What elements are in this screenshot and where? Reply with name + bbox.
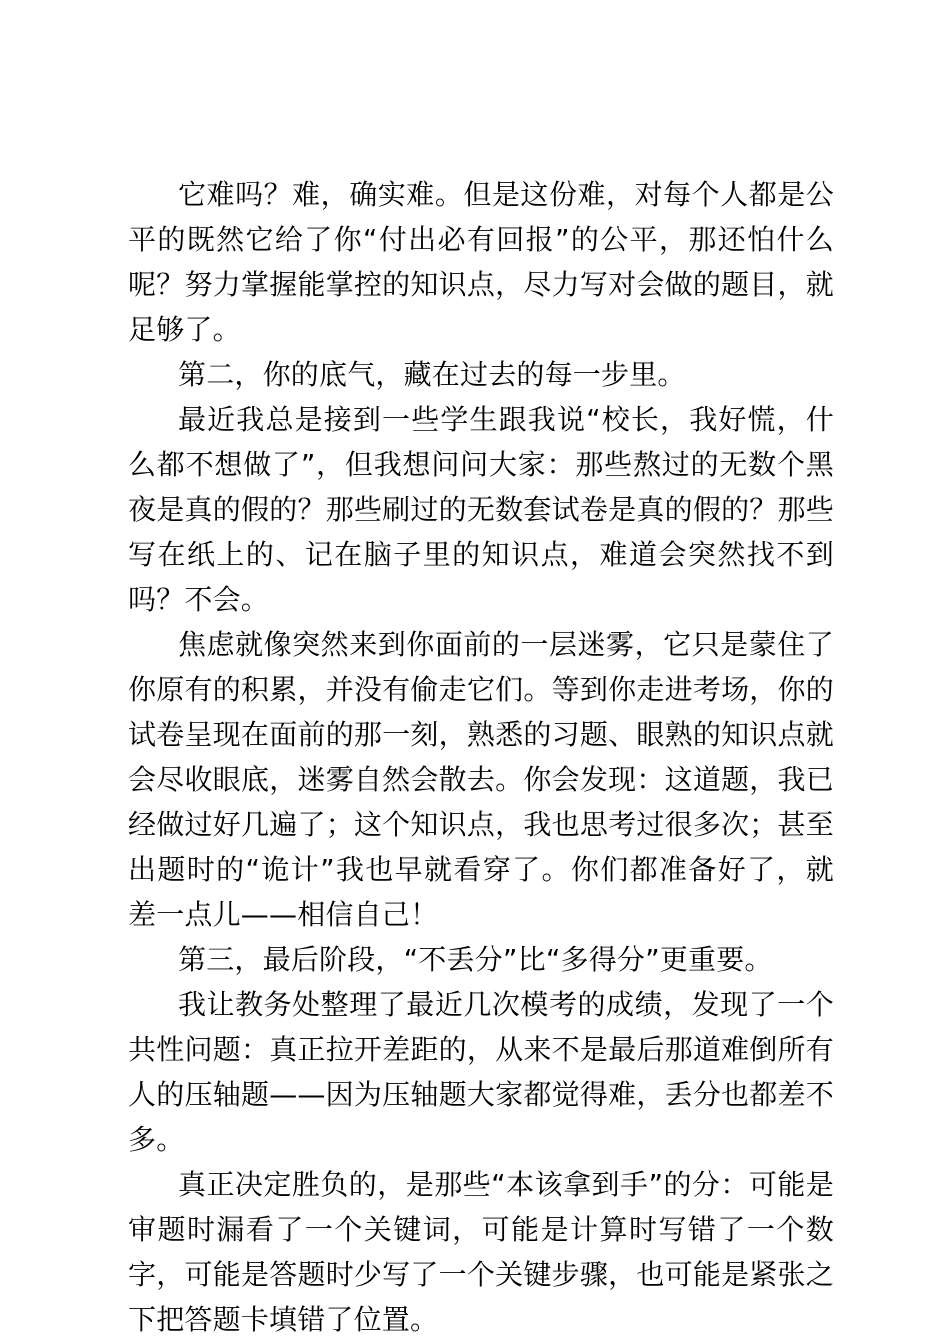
paragraph-1: 它难吗？难，确实难。但是这份难，对每个人都是公平的既然它给了你“付出必有回报”的公平，那还怕什么呢？努力掌握能掌控的知识点，尽力写对会做的题目，就足够了。 [128,178,834,346]
paragraph-3: 最近我总是接到一些学生跟我说“校长，我好慌，什么都不想做了”，但我想问问大家：那些熬过的无数个黑夜是真的假的？那些刷过的无数套试卷是真的假的？那些写在纸上的、记在脑子里的知识点，难道会突然找不到吗？不会。 [128,403,834,616]
paragraph-2-heading-second: 第二，你的底气，藏在过去的每一步里。 [178,358,686,391]
paragraph-5-heading-third: 第三，最后阶段，“不丢分”比“多得分”更重要。 [178,943,773,976]
paragraph-4: 焦虑就像突然来到你面前的一层迷雾，它只是蒙住了你原有的积累，并没有偷走它们。等到你走进考场，你的试卷呈现在面前的那一刻，熟悉的习题、眼熟的知识点就会尽收眼底，迷雾自然会散去。你会发现：这道题，我已经做过好几遍了；这个知识点，我也思考过很多次；甚至出题时的“诡计”我也早就看穿了。你们都准备好了，就差一点儿——相信自己！ [128,628,834,931]
paragraph-6: 我让教务处整理了最近几次模考的成绩，发现了一个共性问题：真正拉开差距的，从来不是最后那道难倒所有人的压轴题——因为压轴题大家都觉得难，丢分也都差不多。 [128,988,834,1156]
document-body [128,172,834,1342]
paragraph-7: 真正决定胜负的，是那些“本该拿到手”的分：可能是审题时漏看了一个关键词，可能是计算时写错了一个数字，可能是答题时少写了一个关键步骤，也可能是紧张之下把答题卡填错了位置。 [128,1168,834,1336]
